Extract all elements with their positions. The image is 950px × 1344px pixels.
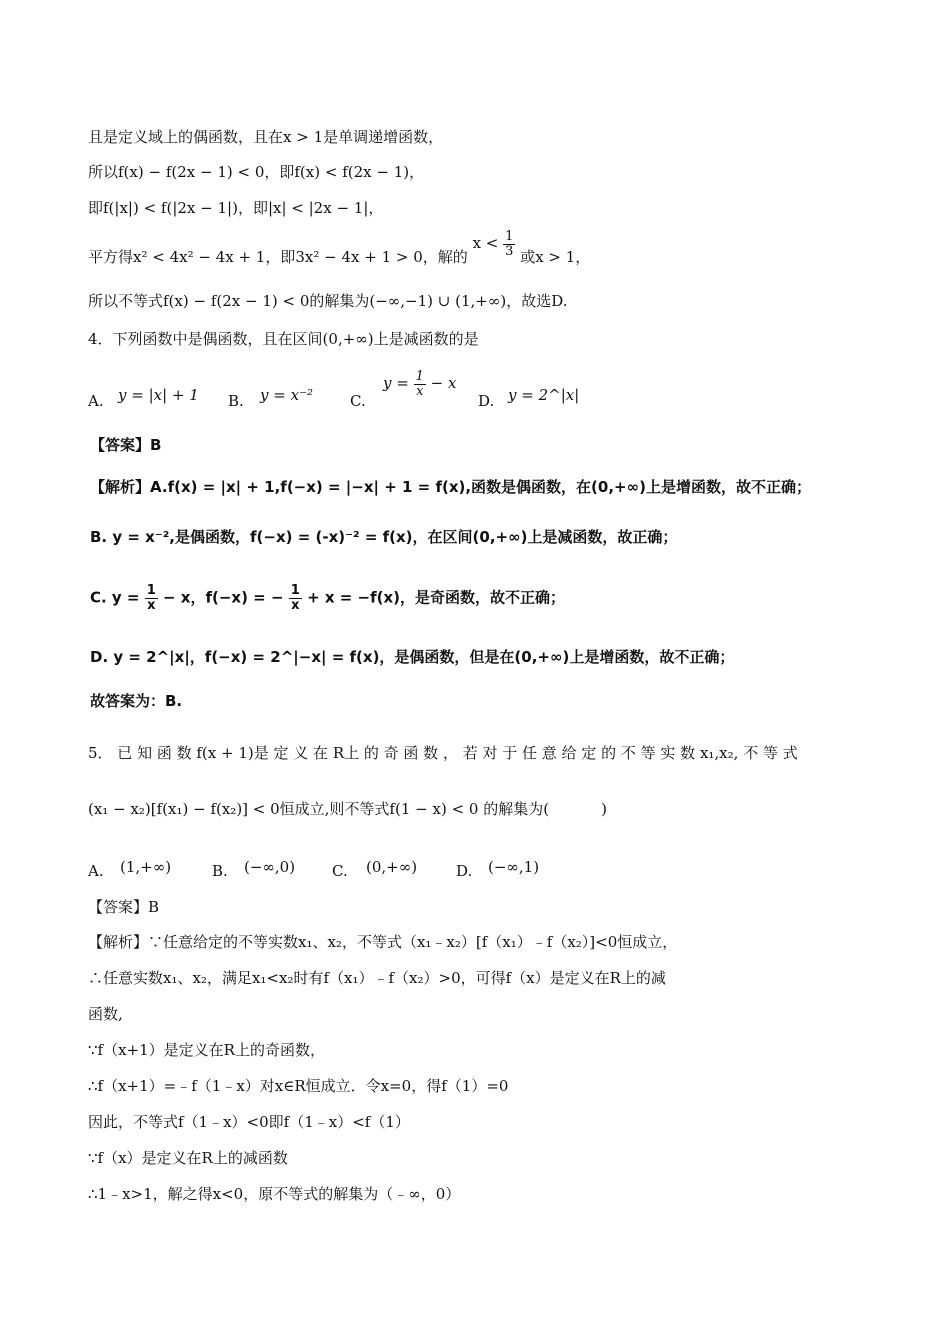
option-c-label: C.: [350, 392, 366, 410]
fraction-one-third: [503, 230, 515, 258]
option-a-label: A.: [88, 392, 104, 410]
question-5-stem-2-close: ): [601, 800, 607, 818]
analysis-c-num-2: 1: [290, 583, 300, 598]
fraction-numerator: 1: [505, 229, 514, 244]
question-5-solution-8: ∴1﹣x>1，解之得x<0，原不等式的解集为（﹣∞，0）: [88, 1185, 461, 1203]
option-c-den: x: [416, 383, 424, 399]
q5-option-d-label: D.: [456, 862, 473, 880]
option-b-expr: y = x⁻²: [260, 386, 313, 404]
option-c-expr: [383, 370, 456, 398]
q5-option-a-label: A.: [88, 862, 104, 880]
option-c-fraction: [414, 370, 426, 398]
solution-line-5: 所以不等式f(x) − f(2x − 1) < 0的解集为(−∞,−1) ∪ (1,+∞)，故选D.: [88, 292, 568, 310]
option-a-expr: y = |x| + 1: [118, 386, 199, 404]
analysis-c-post: + x = −f(x)，是奇函数，故不正确；: [307, 588, 566, 607]
question-5-solution-1: 【解析】∵任意给定的不等实数x₁、x₂，不等式（x₁﹣x₂）[f（x₁）﹣f（x₂）]<0恒成立，: [88, 933, 678, 951]
question-4-conclusion: 故答案为：B.: [90, 692, 183, 710]
question-4-answer: 【答案】B: [90, 436, 162, 454]
analysis-c-num-1: 1: [146, 583, 156, 598]
fraction-denominator: 3: [505, 243, 514, 259]
q5-option-b-expr: (−∞,0): [244, 858, 296, 876]
q5-option-d-expr: (−∞,1): [488, 858, 540, 876]
option-b-label: B.: [228, 392, 244, 410]
analysis-c-den-1: x: [147, 597, 156, 613]
analysis-c-den-2: x: [291, 597, 300, 613]
question-4-analysis-b: B. y = x⁻²,是偶函数，f(−x) = (-x)⁻² = f(x)，在区间(0,+∞)上是减函数，故正确；: [90, 528, 678, 546]
question-4-analysis-d: D. y = 2^|x|，f(−x) = 2^|−x| = f(x)，是偶函数，但是在(0,+∞)上是增函数，故不正确；: [90, 648, 735, 666]
question-4-stem: 4．下列函数中是偶函数，且在区间(0,+∞)上是减函数的是: [88, 330, 479, 348]
question-5-stem-2-text: (x₁ − x₂)[f(x₁) − f(x₂)] < 0恒成立,则不等式f(1 − x) < 0 的解集为(: [88, 800, 550, 818]
question-5-solution-7: ∵f（x）是定义在R上的减函数: [88, 1149, 288, 1167]
solution-line-4-tail: 或x > 1，: [520, 248, 591, 267]
q5-option-c-label: C.: [332, 862, 348, 880]
question-5-answer: 【答案】B: [88, 898, 160, 916]
question-5-stem-1: 5． 已 知 函 数 f(x + 1)是 定 义 在 R上 的 奇 函 数 ， 若 对 于 任 意 给 定 的 不 等 实 数 x₁,x₂, 不 等 式: [88, 744, 798, 762]
option-c-post: − x: [430, 374, 457, 393]
question-5-solution-3: 函数,: [88, 1005, 123, 1023]
option-c-num: 1: [415, 369, 424, 384]
question-4-analysis-a: 【解析】A.f(x) = |x| + 1,f(−x) = |−x| + 1 = f(x),函数是偶函数，在(0,+∞)上是增函数，故不正确；: [90, 478, 811, 496]
solution-line-2: 所以f(x) − f(2x − 1) < 0，即f(x) < f(2x − 1)，: [88, 163, 425, 181]
question-5-solution-5: ∴f（x+1）=﹣f（1﹣x）对x∈R恒成立．令x=0，得f（1）=0: [88, 1077, 509, 1095]
option-d-label: D.: [478, 392, 495, 410]
question-4-analysis-c: [90, 584, 565, 612]
solution-line-4: [88, 229, 591, 272]
question-5-stem-2: [88, 800, 607, 820]
analysis-c-pre: C. y =: [90, 588, 140, 607]
solution-line-4-ineq: x <: [472, 234, 499, 253]
q5-option-b-label: B.: [212, 862, 228, 880]
q5-option-a-expr: (1,+∞): [120, 858, 172, 876]
analysis-c-mid: − x，f(−x) = −: [163, 588, 284, 607]
analysis-c-fraction-1: [145, 584, 158, 612]
option-c-pre: y =: [383, 374, 409, 393]
solution-line-1: 且是定义域上的偶函数，且在x > 1是单调递增函数，: [88, 128, 444, 146]
solution-line-4-text: 平方得x² < 4x² − 4x + 1，即3x² − 4x + 1 > 0，解的: [88, 248, 468, 267]
q5-option-c-expr: (0,+∞): [366, 858, 418, 876]
solution-line-3: 即f(|x|) < f(|2x − 1|)，即|x| < |2x − 1|，: [88, 199, 384, 217]
question-5-solution-4: ∵f（x+1）是定义在R上的奇函数，: [88, 1041, 325, 1059]
analysis-c-fraction-2: [289, 584, 302, 612]
question-5-solution-6: 因此，不等式f（1﹣x）<0即f（1﹣x）<f（1）: [88, 1113, 410, 1131]
option-d-expr: y = 2^|x|: [508, 386, 580, 404]
question-5-solution-2: ∴任意实数x₁、x₂，满足x₁<x₂时有f（x₁）﹣f（x₂）>0，可得f（x）是定义在R上的减: [88, 969, 666, 987]
